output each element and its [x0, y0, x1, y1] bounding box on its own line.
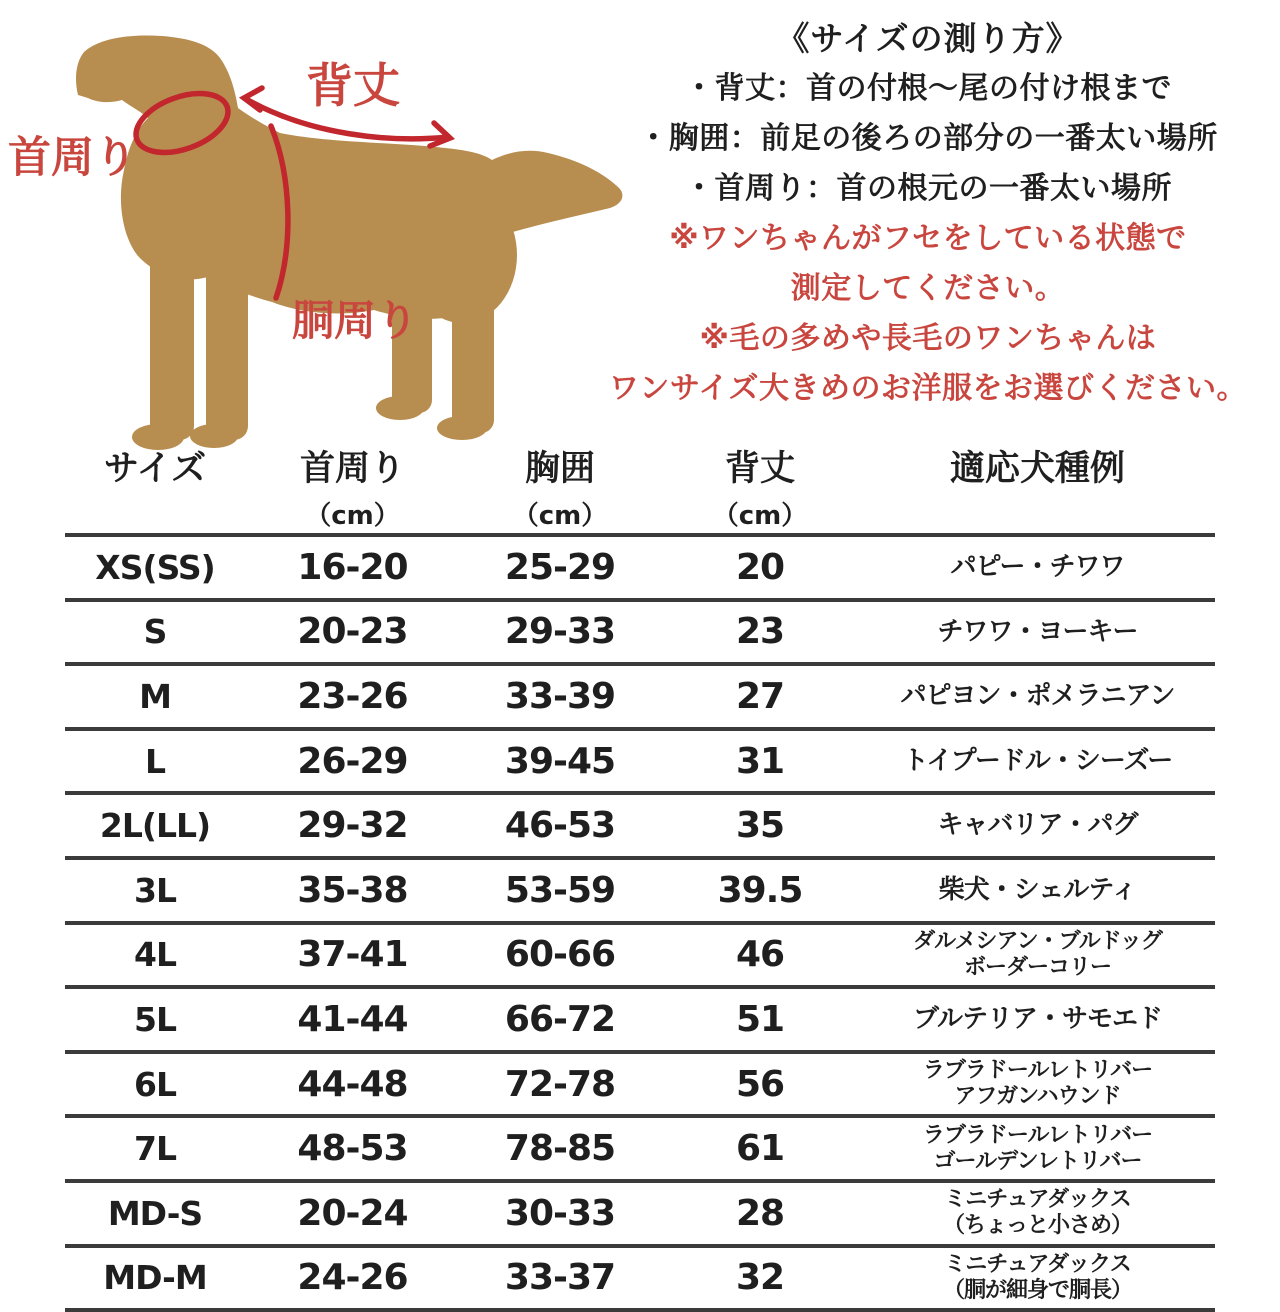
neck-cell: 48-53 [245, 1116, 460, 1181]
unit-label: （cm） [305, 501, 400, 531]
breeds-cell: ダルメシアン・ブルドッグ ボーダーコリー [860, 923, 1215, 988]
breeds-cell: キャバリア・パグ [860, 793, 1215, 858]
neck-cell: 29-32 [245, 793, 460, 858]
chest-cell: 53-59 [460, 858, 660, 923]
unit-label: （cm） [712, 501, 808, 531]
chest-cell: 46-53 [460, 793, 660, 858]
neck-label: 首周り [8, 133, 137, 183]
chest-cell: 60-66 [460, 923, 660, 988]
size-table-container [65, 437, 1215, 1312]
note-back-length: ・背丈：首の付根～尾の付け根まで [684, 71, 1172, 106]
chest-cell: 30-33 [460, 1181, 660, 1246]
header-breeds: 適応犬種例 [860, 437, 1215, 535]
table-row [65, 1116, 1215, 1181]
back-cell: 56 [660, 1052, 860, 1117]
neck-cell: 35-38 [245, 858, 460, 923]
back-arrowhead-right [430, 123, 450, 146]
neck-cell: 41-44 [245, 987, 460, 1052]
chest-cell: 29-33 [460, 600, 660, 665]
unit-label: （cm） [512, 501, 608, 531]
table-row [65, 729, 1215, 794]
table-row [65, 987, 1215, 1052]
back-arrowhead-left [244, 88, 262, 110]
table-row [65, 664, 1215, 729]
note-neck-girth: ・首周り：首の根元の一番太い場所 [684, 171, 1172, 206]
table-header-row [65, 437, 1215, 535]
measuring-instructions [592, 14, 1264, 414]
note-posture-warning-2: 測定してください。 [790, 271, 1066, 306]
table-row [65, 1246, 1215, 1311]
size-cell: XS(SS) [65, 535, 245, 600]
back-cell: 46 [660, 923, 860, 988]
back-label: 背丈 [306, 59, 400, 114]
size-cell: 2L(LL) [65, 793, 245, 858]
note-fur-warning-1: ※毛の多めや長毛のワンちゃんは [699, 321, 1157, 356]
size-cell: 7L [65, 1116, 245, 1181]
breeds-cell: ラブラドールレトリバー ゴールデンレトリバー [860, 1116, 1215, 1181]
back-cell: 61 [660, 1116, 860, 1181]
back-cell: 27 [660, 664, 860, 729]
back-cell: 31 [660, 729, 860, 794]
table-row [65, 600, 1215, 665]
table-row [65, 1052, 1215, 1117]
neck-cell: 37-41 [245, 923, 460, 988]
breeds-cell: ブルテリア・サモエド [860, 987, 1215, 1052]
neck-cell: 20-23 [245, 600, 460, 665]
chest-cell: 25-29 [460, 535, 660, 600]
back-cell: 35 [660, 793, 860, 858]
breeds-cell: パピー・チワワ [860, 535, 1215, 600]
neck-cell: 26-29 [245, 729, 460, 794]
back-cell: 20 [660, 535, 860, 600]
size-table [65, 437, 1215, 1312]
neck-cell: 23-26 [245, 664, 460, 729]
header-chest: 胸囲 （cm） [460, 437, 660, 535]
size-cell: L [65, 729, 245, 794]
neck-cell: 20-24 [245, 1181, 460, 1246]
table-row [65, 923, 1215, 988]
chest-cell: 39-45 [460, 729, 660, 794]
chest-cell: 33-37 [460, 1246, 660, 1311]
dog-measurement-diagram [0, 0, 650, 470]
table-row [65, 1181, 1215, 1246]
chest-cell: 66-72 [460, 987, 660, 1052]
back-cell: 51 [660, 987, 860, 1052]
breeds-cell: パピヨン・ポメラニアン [860, 664, 1215, 729]
size-cell: 6L [65, 1052, 245, 1117]
back-cell: 28 [660, 1181, 860, 1246]
breeds-cell: トイプードル・シーズー [860, 729, 1215, 794]
size-cell: M [65, 664, 245, 729]
header-size: サイズ [65, 437, 245, 535]
note-chest-girth: ・胸囲：前足の後ろの部分の一番太い場所 [638, 121, 1218, 156]
header-neck: 首周り （cm） [245, 437, 460, 535]
size-cell: 5L [65, 987, 245, 1052]
size-cell: 4L [65, 923, 245, 988]
breeds-cell: 柴犬・シェルティ [860, 858, 1215, 923]
table-row [65, 793, 1215, 858]
breeds-cell: ラブラドールレトリバー アフガンハウンド [860, 1052, 1215, 1117]
back-cell: 39.5 [660, 858, 860, 923]
neck-cell: 16-20 [245, 535, 460, 600]
neck-cell: 44-48 [245, 1052, 460, 1117]
neck-cell: 24-26 [245, 1246, 460, 1311]
chest-cell: 78-85 [460, 1116, 660, 1181]
size-cell: S [65, 600, 245, 665]
back-cell: 23 [660, 600, 860, 665]
instructions-title: 《サイズの測り方》 [776, 19, 1080, 58]
note-posture-warning-1: ※ワンちゃんがフセをしている状態で [669, 221, 1187, 256]
size-table-body [65, 535, 1215, 1310]
size-cell: MD-M [65, 1246, 245, 1311]
chest-cell: 72-78 [460, 1052, 660, 1117]
breeds-cell: ミニチュアダックス （ちょっと小さめ） [860, 1181, 1215, 1246]
breeds-cell: ミニチュアダックス （胴が細身で胴長） [860, 1246, 1215, 1311]
table-row [65, 858, 1215, 923]
header-back: 背丈 （cm） [660, 437, 860, 535]
back-cell: 32 [660, 1246, 860, 1311]
chest-cell: 33-39 [460, 664, 660, 729]
breeds-cell: チワワ・ヨーキー [860, 600, 1215, 665]
size-cell: MD-S [65, 1181, 245, 1246]
table-row [65, 535, 1215, 600]
girth-label: 胴周り [292, 296, 419, 345]
size-cell: 3L [65, 858, 245, 923]
note-fur-warning-2: ワンサイズ大きめのお洋服をお選びください。 [608, 371, 1248, 406]
